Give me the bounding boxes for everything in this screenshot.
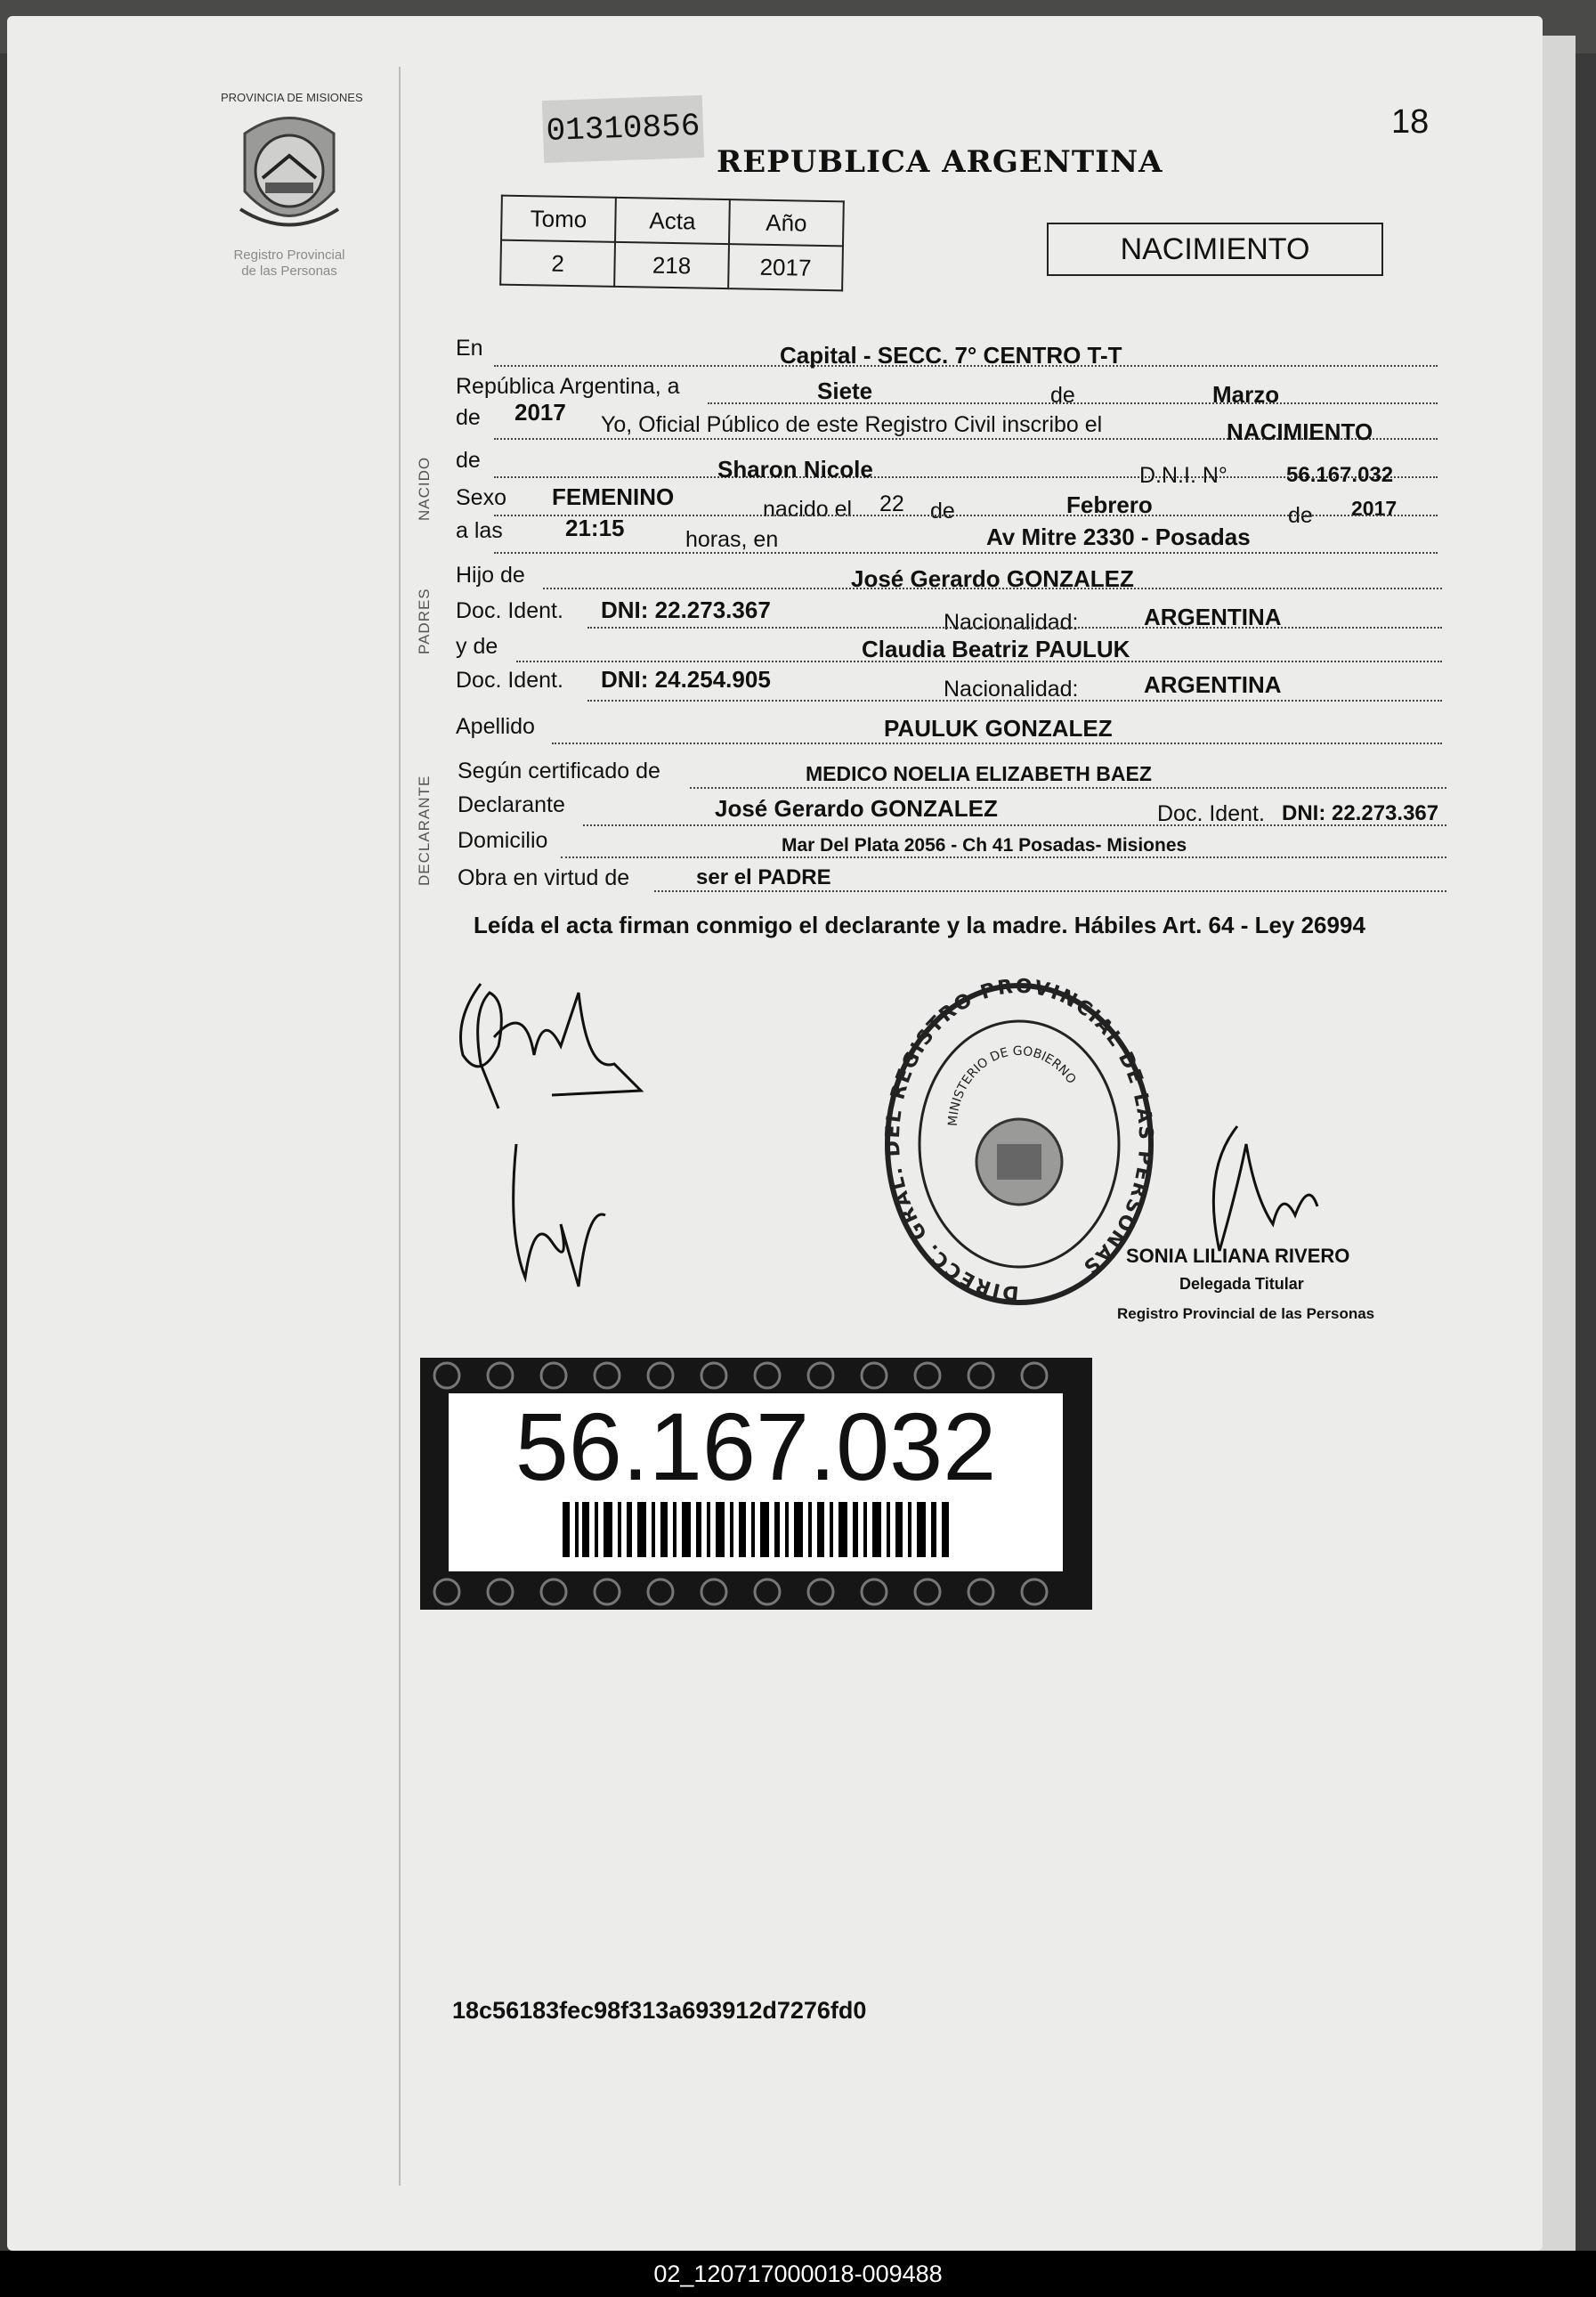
- barcode-label: [420, 1358, 1092, 1610]
- obra-label: Obra en virtud de: [458, 865, 630, 890]
- barcode-number: 56.167.032: [514, 1392, 997, 1500]
- margin-line: [399, 67, 401, 2186]
- apellido-label: Apellido: [456, 714, 535, 739]
- mother-nationality: ARGENTINA: [1144, 671, 1282, 698]
- declarant-doc: DNI: 22.273.367: [1282, 801, 1439, 825]
- domicilio-label: Domicilio: [458, 828, 548, 853]
- sexo-label: Sexo: [456, 485, 506, 510]
- nacionalidad-label-2: Nacionalidad:: [944, 677, 1079, 702]
- table-header-anio: Año: [729, 199, 844, 246]
- country-title: REPUBLICA ARGENTINA: [717, 144, 1163, 180]
- doc-label-2: Doc. Ident.: [456, 668, 563, 693]
- declarant-name: José Gerardo GONZALEZ: [715, 795, 998, 822]
- yde-label: y de: [456, 634, 498, 659]
- mother-name: Claudia Beatriz PAULUK: [862, 636, 1130, 662]
- table-value-anio: 2017: [728, 244, 843, 290]
- seal-inner-text: MINISTERIO DE GOBIERNO: [945, 1043, 1079, 1127]
- de-label-5: de: [1288, 503, 1313, 528]
- svg-text:MINISTERIO DE GOBIERNO: [946, 1044, 1079, 1126]
- en-value: Capital - SECC. 7° CENTRO T-T: [780, 342, 1122, 369]
- father-name: José Gerardo GONZALEZ: [851, 565, 1134, 592]
- horas-label: horas, en: [685, 527, 779, 552]
- birth-day: 22: [879, 491, 904, 516]
- en-label: En: [456, 336, 483, 361]
- record-type-box: NACIMIENTO: [1047, 223, 1383, 276]
- oficial-text: Yo, Oficial Público de este Registro Civil inscribo el: [601, 412, 1103, 437]
- table-value-acta: 218: [614, 242, 729, 288]
- nacido-label: nacido el: [763, 497, 853, 522]
- surname-value: PAULUK GONZALEZ: [884, 715, 1113, 742]
- nacionalidad-label: Nacionalidad:: [944, 610, 1079, 635]
- side-label-padres: PADRES: [416, 588, 433, 654]
- officer-office: Registro Provincial de las Personas: [1117, 1305, 1375, 1322]
- dni-label: D.N.I. N°: [1139, 463, 1227, 488]
- doc-label-3: Doc. Ident.: [1157, 801, 1265, 826]
- inscribe-value: NACIMIENTO: [1227, 418, 1373, 445]
- barcode-panel: [449, 1393, 1063, 1571]
- father-nationality: ARGENTINA: [1144, 604, 1282, 630]
- official-seal: [877, 975, 1162, 1313]
- page-number: 18: [1391, 103, 1430, 141]
- table-header-tomo: Tomo: [501, 196, 616, 242]
- month-value: Marzo: [1212, 381, 1280, 408]
- table-header-acta: Acta: [615, 198, 730, 244]
- certificate-value: MEDICO NOELIA ELIZABETH BAEZ: [806, 762, 1152, 785]
- record-table: [499, 195, 845, 292]
- hijo-label: Hijo de: [456, 563, 525, 588]
- obra-value: ser el PADRE: [696, 865, 831, 889]
- sexo-value: FEMENINO: [552, 483, 675, 510]
- officer-name: SONIA LILIANA RIVERO: [1126, 1245, 1350, 1267]
- crest-seal-text: PROVINCIA DE MISIONES: [221, 91, 363, 104]
- birth-year: 2017: [1351, 497, 1398, 520]
- officer-title: Delegada Titular: [1179, 1275, 1304, 1293]
- day-value: Siete: [817, 377, 873, 404]
- seal-text: DIRECC. GRAL. DEL REGISTRO PROVINCIAL DE LAS PERSONAS: [881, 975, 1157, 1304]
- declarant-signature: [445, 948, 659, 1126]
- segun-label: Según certificado de: [458, 759, 660, 783]
- address-value: Mar Del Plata 2056 - Ch 41 Posadas- Misiones: [782, 835, 1187, 856]
- barcode-icon: [563, 1502, 954, 1557]
- de-label-2: de: [456, 405, 481, 430]
- de-label-3: de: [456, 448, 481, 473]
- crest-caption-line2: de las Personas: [241, 264, 337, 279]
- footer-id: 02_120717000018-009488: [0, 2251, 1596, 2297]
- de-label-4: de: [930, 499, 955, 524]
- de-label: de: [1050, 383, 1075, 408]
- republica-label: República Argentina, a: [456, 374, 680, 399]
- table-value-tomo: 2: [500, 240, 615, 287]
- side-label-nacido: NACIDO: [416, 456, 433, 521]
- year-value: 2017: [514, 399, 566, 426]
- doc-label: Doc. Ident.: [456, 598, 563, 623]
- time-value: 21:15: [565, 515, 625, 541]
- hash-code: 18c56183fec98f313a693912d7276fd0: [452, 1997, 867, 2024]
- mother-signature: [498, 1126, 641, 1295]
- crest-caption: [214, 248, 365, 280]
- birth-month: Febrero: [1066, 491, 1153, 518]
- declarante-label: Declarante: [458, 792, 565, 817]
- closing-note: Leída el acta firman conmigo el declarante y la madre. Hábiles Art. 64 - Ley 26994: [474, 912, 1365, 938]
- place-value: Av Mitre 2330 - Posadas: [986, 524, 1251, 550]
- crest-caption-line1: Registro Provincial: [233, 248, 345, 263]
- provincial-crest-icon: [223, 107, 356, 240]
- mother-doc: DNI: 24.254.905: [601, 666, 771, 693]
- serial-number: 01310856: [542, 95, 704, 163]
- alas-label: a las: [456, 518, 503, 543]
- dni-value: 56.167.032: [1286, 463, 1394, 487]
- name-value: Sharon Nicole: [717, 456, 873, 483]
- father-doc: DNI: 22.273.367: [601, 597, 771, 623]
- side-label-declarante: DECLARANTE: [416, 775, 433, 886]
